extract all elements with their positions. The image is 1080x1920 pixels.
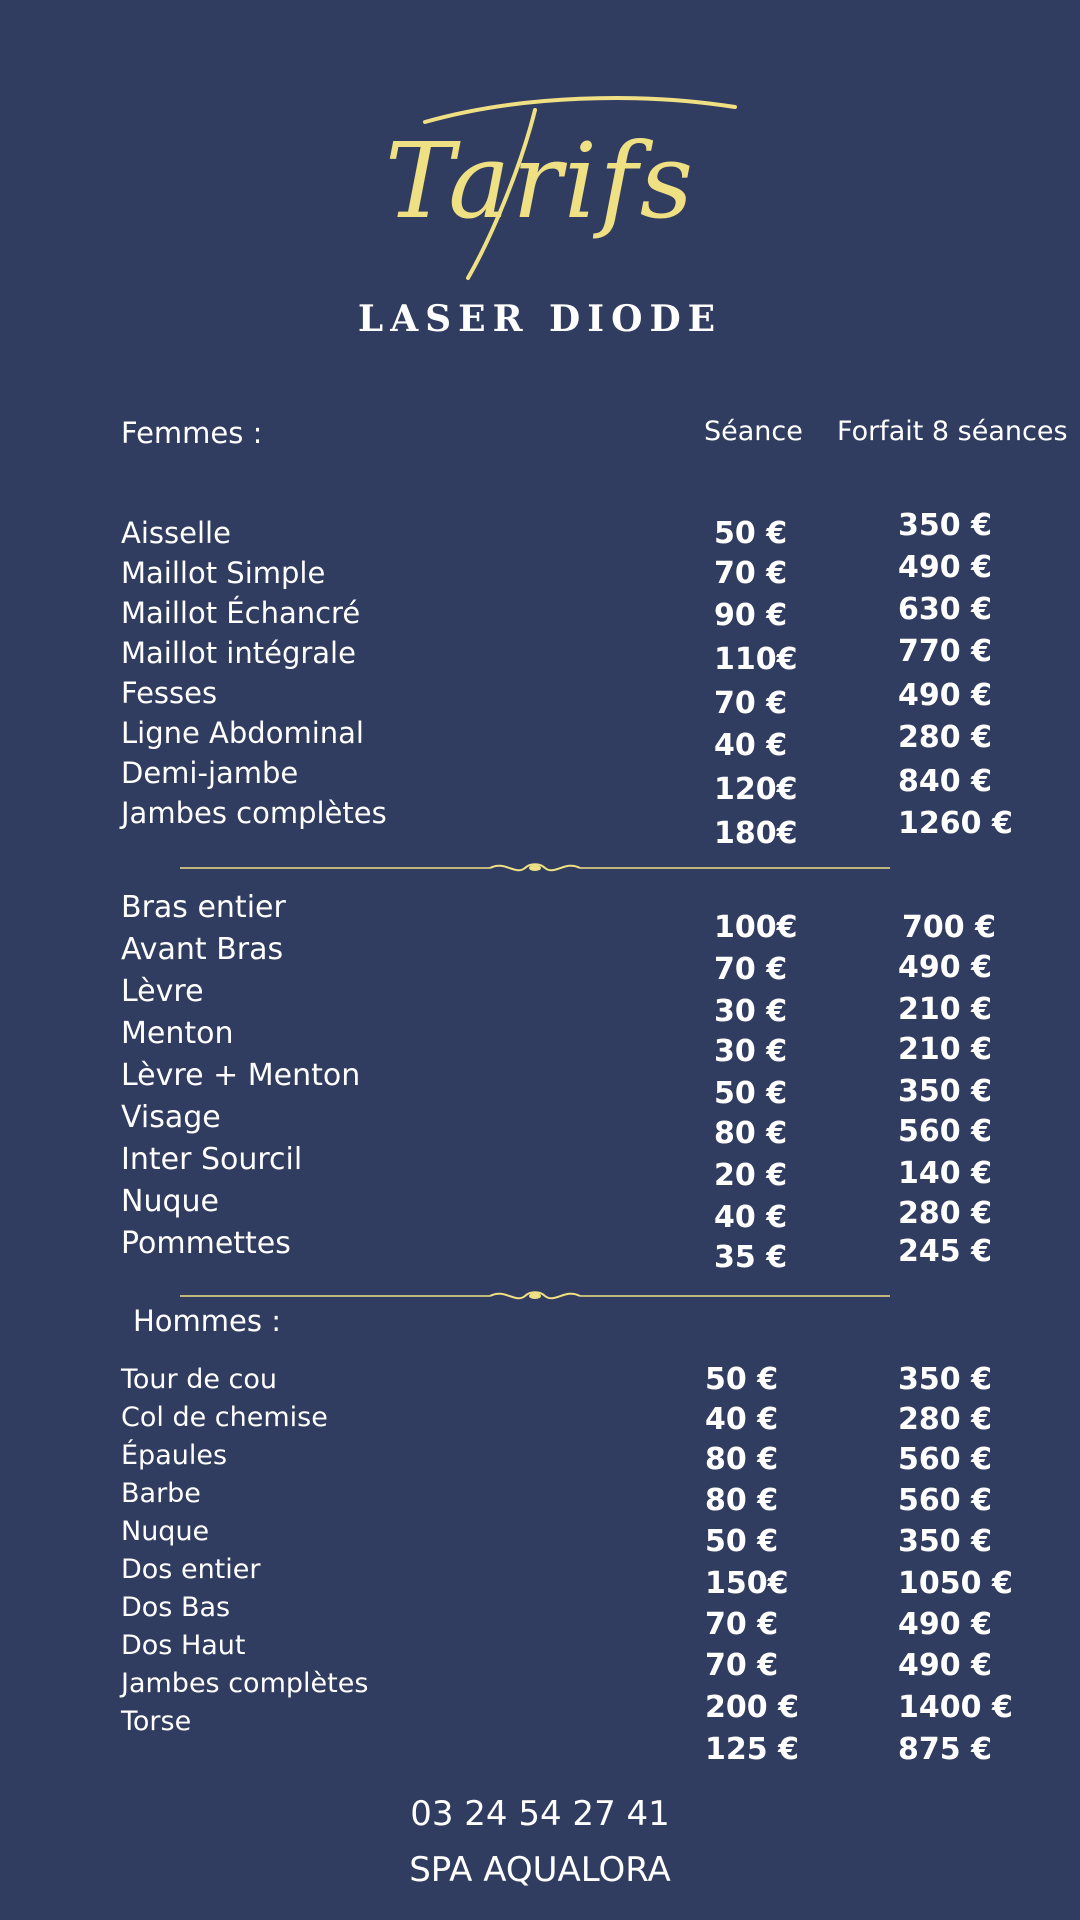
table-row [0, 1516, 1080, 1559]
row-seance-price: 40 € [705, 1402, 779, 1437]
row-forfait-price: 280 € [898, 1196, 992, 1231]
table-row [0, 1592, 1080, 1642]
table-row [0, 636, 1080, 676]
table-row [0, 1554, 1080, 1601]
row-seance-price: 30 € [714, 1034, 788, 1069]
row-name: Maillot intégrale [121, 636, 356, 670]
row-forfait-price: 210 € [898, 992, 992, 1027]
table-row [0, 1364, 1080, 1404]
column-header-seance: Séance [704, 416, 803, 447]
row-name: Dos Haut [121, 1630, 246, 1661]
row-forfait-price: 1260 € [898, 806, 1013, 841]
table-row [0, 1142, 1080, 1193]
row-name: Maillot Simple [121, 556, 326, 590]
row-forfait-price: 875 € [898, 1732, 992, 1767]
row-forfait-price: 280 € [898, 720, 992, 755]
row-name: Jambes complètes [121, 796, 387, 830]
row-forfait-price: 560 € [898, 1442, 992, 1477]
row-name: Lèvre + Menton [121, 1058, 361, 1093]
table-row [0, 974, 1080, 1029]
row-seance-price: 80 € [705, 1483, 779, 1518]
row-seance-price: 50 € [705, 1362, 779, 1397]
row-name: Bras entier [121, 890, 286, 925]
row-forfait-price: 630 € [898, 592, 992, 627]
table-row [0, 1058, 1080, 1111]
row-name: Avant Bras [121, 932, 284, 967]
row-name: Nuque [121, 1184, 219, 1219]
row-seance-price: 40 € [714, 1200, 788, 1235]
row-name: Torse [121, 1706, 192, 1737]
row-seance-price: 30 € [714, 994, 788, 1029]
table-row [0, 890, 1080, 945]
row-seance-price: 70 € [705, 1648, 779, 1683]
table-row [0, 756, 1080, 807]
table-row [0, 716, 1080, 763]
table-row [0, 1440, 1080, 1480]
row-forfait-price: 1400 € [898, 1690, 1013, 1725]
table-row [0, 1016, 1080, 1069]
row-forfait-price: 490 € [898, 1648, 992, 1683]
row-forfait-price: 245 € [898, 1234, 992, 1269]
row-name: Menton [121, 1016, 234, 1051]
row-seance-price: 50 € [705, 1524, 779, 1559]
row-forfait-price: 490 € [898, 550, 992, 585]
row-name: Lèvre [121, 974, 204, 1009]
row-seance-price: 125 € [705, 1732, 799, 1767]
row-forfait-price: 1050 € [898, 1566, 1013, 1601]
row-seance-price: 150€ [705, 1566, 789, 1601]
footer-phone: 03 24 54 27 41 [410, 1794, 670, 1834]
row-seance-price: 90 € [714, 598, 788, 633]
ornament-divider-icon [180, 858, 890, 878]
page-title: Tarifs [384, 120, 696, 242]
row-seance-price: 35 € [714, 1240, 788, 1275]
row-forfait-price: 350 € [898, 508, 992, 543]
row-name: Pommettes [121, 1226, 291, 1261]
row-name: Jambes complètes [121, 1668, 369, 1699]
ornament-divider-icon [180, 1286, 890, 1306]
row-forfait-price: 140 € [898, 1156, 992, 1191]
row-name: Dos entier [121, 1554, 261, 1585]
row-forfait-price: 350 € [898, 1362, 992, 1397]
row-seance-price: 70 € [714, 952, 788, 987]
table-row [0, 1706, 1080, 1767]
row-seance-price: 120€ [714, 772, 798, 807]
row-forfait-price: 560 € [898, 1483, 992, 1518]
row-forfait-price: 350 € [898, 1524, 992, 1559]
row-forfait-price: 210 € [898, 1032, 992, 1067]
row-name: Barbe [121, 1478, 201, 1509]
row-forfait-price: 700 € [902, 910, 996, 945]
row-name: Demi-jambe [121, 756, 299, 790]
row-seance-price: 80 € [714, 1116, 788, 1151]
row-seance-price: 20 € [714, 1158, 788, 1193]
row-seance-price: 70 € [714, 556, 788, 591]
row-name: Ligne Abdominal [121, 716, 364, 750]
section-label-femmes: Femmes : [121, 416, 263, 450]
row-name: Nuque [121, 1516, 210, 1547]
row-name: Col de chemise [121, 1402, 328, 1433]
row-name: Aisselle [121, 516, 231, 550]
row-name: Tour de cou [121, 1364, 278, 1395]
section-label-hommes: Hommes : [133, 1304, 281, 1338]
row-seance-price: 110€ [714, 642, 798, 677]
row-seance-price: 100€ [714, 910, 798, 945]
table-row [0, 796, 1080, 851]
title-block [0, 0, 1080, 290]
row-seance-price: 50 € [714, 1076, 788, 1111]
table-row [0, 932, 1080, 987]
page-subtitle: LASER DIODE [357, 298, 723, 340]
row-seance-price: 180€ [714, 816, 798, 851]
row-seance-price: 200 € [705, 1690, 799, 1725]
row-forfait-price: 280 € [898, 1402, 992, 1437]
row-seance-price: 80 € [705, 1442, 779, 1477]
table-row [0, 592, 1080, 636]
row-name: Inter Sourcil [121, 1142, 303, 1177]
row-forfait-price: 560 € [898, 1114, 992, 1149]
row-forfait-price: 490 € [898, 1607, 992, 1642]
footer-spa-name: SPA AQUALORA [409, 1850, 671, 1890]
row-forfait-price: 770 € [898, 634, 992, 669]
row-seance-price: 70 € [705, 1607, 779, 1642]
row-name: Fesses [121, 676, 218, 710]
table-row [0, 1184, 1080, 1235]
table-row [0, 1402, 1080, 1442]
table-row [0, 550, 1080, 596]
row-name: Dos Bas [121, 1592, 231, 1623]
row-seance-price: 50 € [714, 516, 788, 551]
column-header-forfait: Forfait 8 séances [837, 416, 1068, 447]
row-name: Maillot Échancré [121, 596, 361, 630]
table-row [0, 1630, 1080, 1683]
row-forfait-price: 840 € [898, 764, 992, 799]
row-forfait-price: 490 € [898, 950, 992, 985]
table-row [0, 1478, 1080, 1518]
row-forfait-price: 350 € [898, 1074, 992, 1109]
row-seance-price: 40 € [714, 728, 788, 763]
table-row [0, 1100, 1080, 1151]
row-name: Épaules [121, 1440, 228, 1471]
row-forfait-price: 490 € [898, 678, 992, 713]
table-row [0, 676, 1080, 721]
row-name: Visage [121, 1100, 221, 1135]
table-row [0, 1226, 1080, 1275]
row-seance-price: 70 € [714, 686, 788, 721]
